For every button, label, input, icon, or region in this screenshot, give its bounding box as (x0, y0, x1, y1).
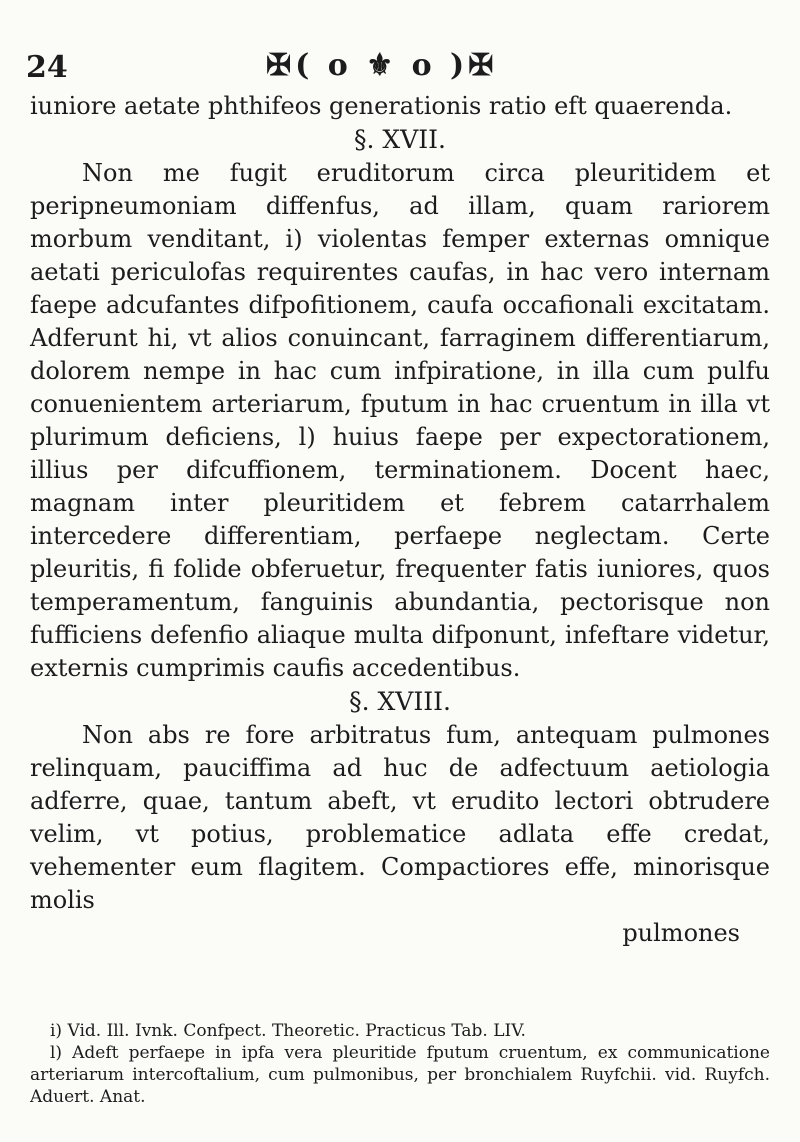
page-number: 24 (26, 50, 68, 85)
catchword: pulmones (622, 919, 740, 947)
paragraph-17: Non me fugit eruditorum circa pleuritidem et peripneumoniam diffenfus, ad illam, quam rariorem morbum venditant, i) violentas femper externas omnique aetati periculofas requirentes caufas, in hac vero internam faepe adcufantes difpofitionem, caufa occafionali excitatam. Adferunt hi, vt alios conuincant, farraginem differentiarum, dolorem nempe in hac cum infpiratione, in illa cum pulfu conuenientem arteriarum, fputum in hac cruentum in illa vt plurimum deficiens, l) huius faepe per expectorationem, illius per difcuffionem, terminationem. Docent haec, magnam inter pleuritidem et febrem catarrhalem intercedere differentiam, perfaepe neglectam. Certe pleuritis, fi folide obferuetur, frequenter fatis iuniores, quos temperamentum, fanguinis abundantia, pectorisque non fufficiens defenfio aliaque multa difponunt, infeftare videtur, externis cumprimis caufis accedentibus. (30, 159, 770, 682)
paragraph-18: Non abs re fore arbitratus fum, antequam pulmones relinquam, pauciffima ad huc de adfectuum aetiologia adferre, quae, tantum abeft, vt erudito lectori obtrudere velim, vt potius, problematice adlata effe credat, vehementer eum flagitem. Compactiores effe, minorisque molis (30, 721, 770, 914)
section-heading-18: §. XVIII. (349, 687, 451, 716)
footnotes (30, 1020, 770, 1108)
main-text (30, 90, 770, 950)
paragraph-intro: iuniore aetate phthifeos generationis ratio eft quaerenda. (30, 92, 733, 120)
header-ornament: ✠( o ⚜ o )✠ (266, 48, 498, 83)
footnote-l: l) Adeft perfaepe in ipfa vera pleuritide fputum cruentum, ex communicatione arteriarum intercoftalium, cum pulmonibus, per bronchialem Ruyfchii. vid. Ruyfch. Aduert. Anat. (30, 1043, 770, 1107)
section-heading-17: §. XVII. (354, 125, 446, 154)
footnote-i: i) Vid. Ill. Ivnk. Confpect. Theoretic. Practicus Tab. LIV. (50, 1021, 526, 1041)
